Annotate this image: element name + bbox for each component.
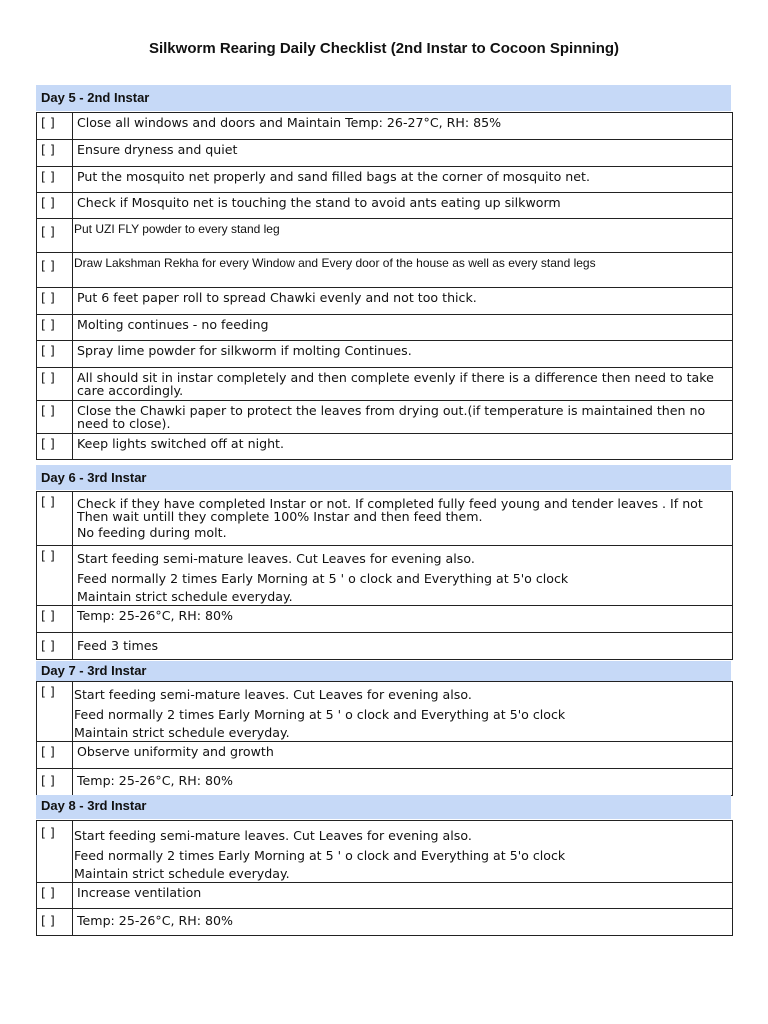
table-row — [37, 769, 733, 796]
checkbox[interactable]: [ ] — [37, 140, 73, 167]
table-row — [37, 909, 733, 936]
task-text: Maintain strict schedule everyday. — [74, 725, 290, 740]
table-row — [37, 140, 733, 167]
table-row — [37, 546, 733, 606]
task-text: Feed normally 2 times Early Morning at 5 ' o clock and Everything at 5'o clock — [77, 571, 569, 586]
task-text: Start feeding semi-mature leaves. Cut Leaves for evening also. — [74, 687, 472, 702]
table-row — [37, 821, 733, 883]
page-title: Silkworm Rearing Daily Checklist (2nd Instar to Cocoon Spinning) — [148, 40, 620, 57]
task-text: Keep lights switched off at night. — [73, 434, 733, 460]
day7-header: Day 7 - 3rd Instar — [36, 661, 731, 681]
checkbox[interactable]: [ ] — [37, 769, 73, 796]
table-row — [37, 167, 733, 193]
task-text: Maintain strict schedule everyday. — [77, 589, 293, 604]
task-text: Feed normally 2 times Early Morning at 5 ' o clock and Everything at 5'o clock — [74, 848, 566, 863]
checkbox[interactable]: [ ] — [37, 253, 73, 288]
table-row — [37, 315, 733, 341]
table-row — [37, 113, 733, 140]
checkbox[interactable]: [ ] — [37, 633, 73, 660]
task-text: All should sit in instar completely and then complete evenly if there is a difference then need to take care accordingly. — [73, 368, 733, 401]
task-text: Put UZI FLY powder to every stand leg — [73, 219, 733, 253]
task-text: Temp: 25-26°C, RH: 80% — [73, 769, 733, 796]
task-text: Increase ventilation — [73, 883, 733, 909]
checkbox[interactable]: [ ] — [37, 193, 73, 219]
task-text: Temp: 25-26°C, RH: 80% — [73, 606, 733, 633]
task-text: Put the mosquito net properly and sand filled bags at the corner of mosquito net. — [73, 167, 733, 193]
task-text: Close all windows and doors and Maintain Temp: 26-27°C, RH: 85% — [73, 113, 733, 140]
task-text: Ensure dryness and quiet — [73, 140, 733, 167]
checkbox[interactable]: [ ] — [37, 219, 73, 253]
table-row — [37, 434, 733, 460]
task-text: Molting continues - no feeding — [73, 315, 733, 341]
checkbox[interactable]: [ ] — [37, 315, 73, 341]
checkbox[interactable]: [ ] — [37, 742, 73, 769]
table-row — [37, 193, 733, 219]
day8-header: Day 8 - 3rd Instar — [36, 795, 731, 819]
day5-table — [36, 112, 733, 460]
task-text: Start feeding semi-mature leaves. Cut Leaves for evening also. — [77, 551, 475, 566]
day6-table — [36, 491, 733, 660]
checkbox[interactable]: [ ] — [37, 492, 73, 546]
checkbox[interactable]: [ ] — [37, 401, 73, 434]
table-row — [37, 492, 733, 546]
checkbox[interactable]: [ ] — [37, 546, 73, 606]
day7-table — [36, 681, 733, 796]
day8-table — [36, 820, 733, 936]
checkbox[interactable]: [ ] — [37, 113, 73, 140]
task-text: Check if they have completed Instar or not. If completed fully feed young and tender leaves . If not Then wait untill they complete 100% Instar and then feed them. — [77, 496, 703, 525]
task-text: Put 6 feet paper roll to spread Chawki evenly and not too thick. — [73, 288, 733, 315]
table-row — [37, 606, 733, 633]
task-text: Feed normally 2 times Early Morning at 5 ' o clock and Everything at 5'o clock — [74, 707, 566, 722]
task-text: Check if Mosquito net is touching the stand to avoid ants eating up silkworm — [73, 193, 733, 219]
checkbox[interactable]: [ ] — [37, 909, 73, 936]
table-row — [37, 742, 733, 769]
table-row — [37, 883, 733, 909]
task-text: Observe uniformity and growth — [73, 742, 733, 769]
checkbox[interactable]: [ ] — [37, 883, 73, 909]
task-text: Maintain strict schedule everyday. — [74, 866, 290, 881]
table-row — [37, 368, 733, 401]
checkbox[interactable]: [ ] — [37, 288, 73, 315]
checkbox[interactable]: [ ] — [37, 167, 73, 193]
task-text: Spray lime powder for silkworm if molting Continues. — [73, 341, 733, 368]
task-text: Feed 3 times — [73, 633, 733, 660]
checkbox[interactable]: [ ] — [37, 368, 73, 401]
checkbox[interactable]: [ ] — [37, 341, 73, 368]
table-row — [37, 341, 733, 368]
table-row — [37, 288, 733, 315]
checkbox[interactable]: [ ] — [37, 682, 73, 742]
checkbox[interactable]: [ ] — [37, 606, 73, 633]
checkbox[interactable]: [ ] — [37, 821, 73, 883]
table-row — [37, 401, 733, 434]
day6-header: Day 6 - 3rd Instar — [36, 465, 731, 490]
task-text: Draw Lakshman Rekha for every Window and Every door of the house as well as every stand legs — [73, 253, 733, 288]
task-text: Close the Chawki paper to protect the leaves from drying out.(if temperature is maintained then no need to close). — [73, 401, 733, 434]
table-row — [37, 633, 733, 660]
table-row — [37, 682, 733, 742]
task-text: No feeding during molt. — [77, 525, 227, 541]
checkbox[interactable]: [ ] — [37, 434, 73, 460]
day5-header: Day 5 - 2nd Instar — [36, 85, 731, 111]
task-text: Start feeding semi-mature leaves. Cut Leaves for evening also. — [74, 828, 472, 843]
table-row — [37, 219, 733, 253]
table-row — [37, 253, 733, 288]
task-text: Temp: 25-26°C, RH: 80% — [73, 909, 733, 936]
